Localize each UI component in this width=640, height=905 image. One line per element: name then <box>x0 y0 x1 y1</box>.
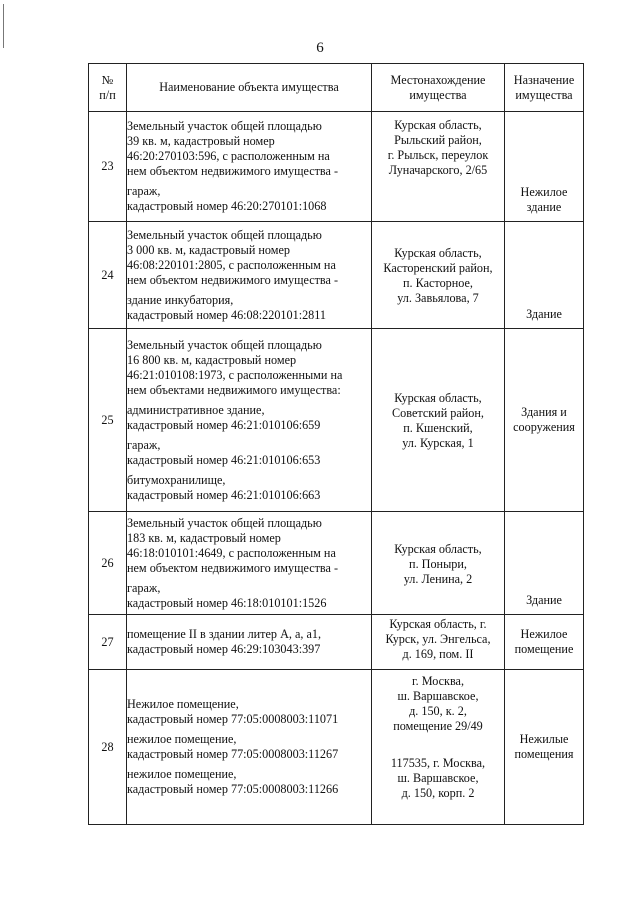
header-name: Наименование объекта имущества <box>127 64 372 112</box>
text-line: Земельный участок общей площадью <box>127 119 322 133</box>
text-line: здание инкубатория, <box>127 292 234 307</box>
text-line: Здания и <box>521 405 567 419</box>
row-number: 26 <box>89 512 127 615</box>
text-line: Нежилое помещение, <box>127 697 239 711</box>
purpose-cell <box>505 670 584 825</box>
object-name-cell <box>127 112 372 222</box>
text-line: нежилое помещение, <box>127 767 237 781</box>
object-item <box>127 732 371 762</box>
text-line: Здание <box>526 307 562 321</box>
row-number: 28 <box>89 670 127 825</box>
address-block <box>372 756 504 801</box>
text-line: Курская область, г. <box>389 617 487 631</box>
object-main-description <box>127 627 371 657</box>
text-line: кадастровый номер 46:21:010106:663 <box>127 487 321 502</box>
text-line: Рыльский район, <box>394 133 482 147</box>
text-line: гараж, <box>127 580 161 595</box>
text-line: нем объектами недвижимого имущества: <box>127 382 341 397</box>
text-line: Здание <box>526 593 562 607</box>
location-cell <box>372 615 505 670</box>
text-line: нем объектом недвижимого имущества - <box>127 272 339 287</box>
object-item <box>127 767 371 797</box>
address-block <box>372 674 504 734</box>
row-number: 27 <box>89 615 127 670</box>
table-header-row <box>89 64 584 112</box>
object-item <box>127 581 371 611</box>
text-line: Луначарского, 2/65 <box>388 163 488 177</box>
text-line: ул. Завьялова, 7 <box>397 291 479 305</box>
object-main-description <box>127 338 371 398</box>
table-row <box>89 615 584 670</box>
text-line: здание <box>526 200 562 214</box>
text-line: Земельный участок общей площадью <box>127 515 322 530</box>
text-line: п. Кшенский, <box>403 421 473 435</box>
location-cell <box>372 670 505 825</box>
text-line: 183 кв. м, кадастровый номер <box>127 530 281 545</box>
text-line: Земельный участок общей площадью <box>127 337 322 352</box>
property-table <box>88 63 584 825</box>
object-main-description <box>127 697 371 727</box>
object-item <box>127 403 371 433</box>
address-block <box>372 391 504 451</box>
text-line: Земельный участок общей площадью <box>127 227 322 242</box>
text-line: ш. Варшавское, <box>397 689 479 703</box>
text-line: кадастровый номер 46:08:220101:2811 <box>127 307 327 322</box>
text-line: кадастровый номер 77:05:0008003:11071 <box>127 712 339 726</box>
table-row <box>89 670 584 825</box>
text-line: 117535, г. Москва, <box>390 756 486 770</box>
text-line: г. Рыльск, переулок <box>387 148 489 162</box>
text-line: Советский район, <box>392 406 484 420</box>
row-number: 25 <box>89 329 127 512</box>
text-line: Нежилое <box>520 185 568 199</box>
object-item <box>127 473 371 503</box>
object-item <box>127 293 371 323</box>
object-main-description <box>127 119 371 179</box>
header-num: № п/п <box>89 64 127 112</box>
text-line: помещения <box>514 747 574 761</box>
object-name-cell <box>127 512 372 615</box>
address-block <box>372 118 504 178</box>
address-block <box>372 617 504 662</box>
address-block <box>372 246 504 306</box>
text-line: Касторенский район, <box>383 261 493 275</box>
purpose-cell <box>505 512 584 615</box>
text-line: нежилое помещение, <box>127 732 237 746</box>
text-line: кадастровый номер 46:21:010106:659 <box>127 417 321 432</box>
page-number: 6 <box>316 40 324 56</box>
object-name-cell <box>127 222 372 329</box>
text-line: 46:21:010108:1973, с расположенными на <box>127 367 343 382</box>
object-item <box>127 438 371 468</box>
text-line: нем объектом недвижимого имущества - <box>127 164 339 178</box>
header-purpose: Назначение имущества <box>505 64 584 112</box>
table-row <box>89 112 584 222</box>
object-name-cell <box>127 670 372 825</box>
text-line: 39 кв. м, кадастровый номер <box>127 134 275 148</box>
header-location: Местонахождение имущества <box>372 64 505 112</box>
purpose-cell <box>505 222 584 329</box>
location-cell <box>372 329 505 512</box>
table-row <box>89 329 584 512</box>
text-line: г. Москва, <box>411 674 465 688</box>
text-line: Курская область, <box>394 118 482 132</box>
text-line: Курская область, <box>394 246 482 260</box>
text-line: 3 000 кв. м, кадастровый номер <box>127 242 290 257</box>
object-main-description <box>127 228 371 288</box>
text-line: помещение <box>514 642 574 656</box>
text-line: битумохранилище, <box>127 472 226 487</box>
text-line: кадастровый номер 46:21:010106:653 <box>127 452 321 467</box>
address-block <box>372 542 504 587</box>
purpose-cell <box>505 112 584 222</box>
location-cell <box>372 512 505 615</box>
table-row <box>89 222 584 329</box>
text-line: сооружения <box>513 420 575 434</box>
text-line: Нежилое <box>520 627 568 641</box>
text-line: Курская область, <box>394 391 482 405</box>
location-cell <box>372 112 505 222</box>
text-line: 46:18:010101:4649, с расположенным на <box>127 545 336 560</box>
object-main-description <box>127 516 371 576</box>
text-line: кадастровый номер 77:05:0008003:11267 <box>127 747 339 761</box>
object-name-cell <box>127 329 372 512</box>
object-name-cell <box>127 615 372 670</box>
text-line: гараж, <box>127 184 161 198</box>
purpose-cell <box>505 615 584 670</box>
text-line: кадастровый номер 46:29:103043:397 <box>127 642 321 656</box>
purpose-cell <box>505 329 584 512</box>
text-line: административное здание, <box>127 402 265 417</box>
text-line: Курская область, <box>394 541 482 556</box>
row-number: 23 <box>89 112 127 222</box>
text-line: помещение 29/49 <box>393 719 483 733</box>
text-line: д. 150, корп. 2 <box>401 786 475 800</box>
text-line: Нежилые <box>519 732 569 746</box>
text-line: ш. Варшавское, <box>397 771 479 785</box>
location-cell <box>372 222 505 329</box>
text-line: 46:20:270103:596, с расположенным на <box>127 149 330 163</box>
text-line: д. 150, к. 2, <box>409 704 467 718</box>
text-line: д. 169, пом. II <box>402 647 474 661</box>
object-item <box>127 184 371 214</box>
text-line: ул. Ленина, 2 <box>403 571 473 586</box>
row-number: 24 <box>89 222 127 329</box>
text-line: кадастровый номер 46:18:010101:1526 <box>127 595 327 610</box>
text-line: гараж, <box>127 437 161 452</box>
table-row <box>89 512 584 615</box>
text-line: помещение II в здании литер А, а, а1, <box>127 627 322 641</box>
text-line: ул. Курская, 1 <box>402 436 474 450</box>
text-line: п. Поныри, <box>409 556 467 571</box>
text-line: п. Касторное, <box>403 276 473 290</box>
text-line: Курск, ул. Энгельса, <box>385 632 491 646</box>
text-line: 16 800 кв. м, кадастровый номер <box>127 352 297 367</box>
text-line: нем объектом недвижимого имущества - <box>127 560 339 575</box>
text-line: кадастровый номер 46:20:270101:1068 <box>127 199 327 213</box>
text-line: 46:08:220101:2805, с расположенным на <box>127 257 336 272</box>
text-line: кадастровый номер 77:05:0008003:11266 <box>127 782 339 796</box>
